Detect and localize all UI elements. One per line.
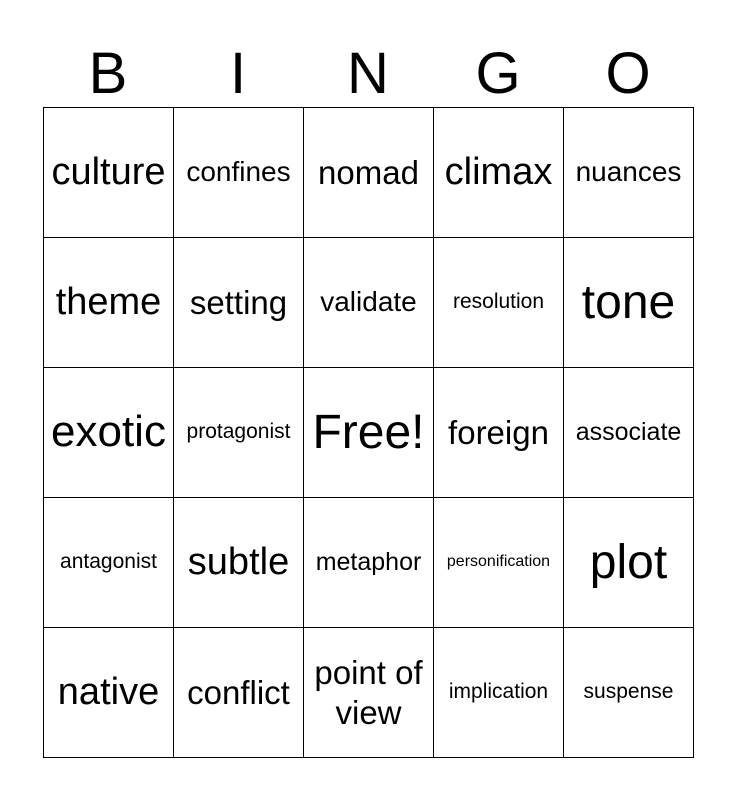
bingo-cell[interactable]: native [44,628,174,758]
bingo-cell[interactable]: subtle [174,498,304,628]
bingo-cell[interactable]: setting [174,238,304,368]
free-space-cell[interactable]: Free! [304,368,434,498]
bingo-header [43,40,693,108]
bingo-cell[interactable]: culture [44,108,174,238]
header-letter-i: I [229,41,247,106]
bingo-cell[interactable]: resolution [434,238,564,368]
bingo-cell[interactable]: personification [434,498,564,628]
bingo-cell[interactable]: associate [564,368,694,498]
bingo-cell[interactable]: climax [434,108,564,238]
bingo-cell[interactable]: point of view [304,628,434,758]
bingo-cell[interactable]: tone [564,238,694,368]
bingo-cell[interactable]: exotic [44,368,174,498]
bingo-cell[interactable]: suspense [564,628,694,758]
bingo-cell[interactable]: metaphor [304,498,434,628]
bingo-cell[interactable]: validate [304,238,434,368]
bingo-board [43,107,694,758]
bingo-cell[interactable]: foreign [434,368,564,498]
bingo-cell[interactable]: implication [434,628,564,758]
header-letter-g: G [475,41,521,106]
bingo-cell[interactable]: protagonist [174,368,304,498]
header-letter-n: N [347,41,389,106]
bingo-cell[interactable]: theme [44,238,174,368]
bingo-cell[interactable]: confines [174,108,304,238]
bingo-cell[interactable]: plot [564,498,694,628]
bingo-cell[interactable]: conflict [174,628,304,758]
bingo-cell[interactable]: antagonist [44,498,174,628]
bingo-cell[interactable]: nuances [564,108,694,238]
bingo-cell[interactable]: nomad [304,108,434,238]
header-letter-o: O [605,41,651,106]
header-letter-b: B [88,41,128,106]
